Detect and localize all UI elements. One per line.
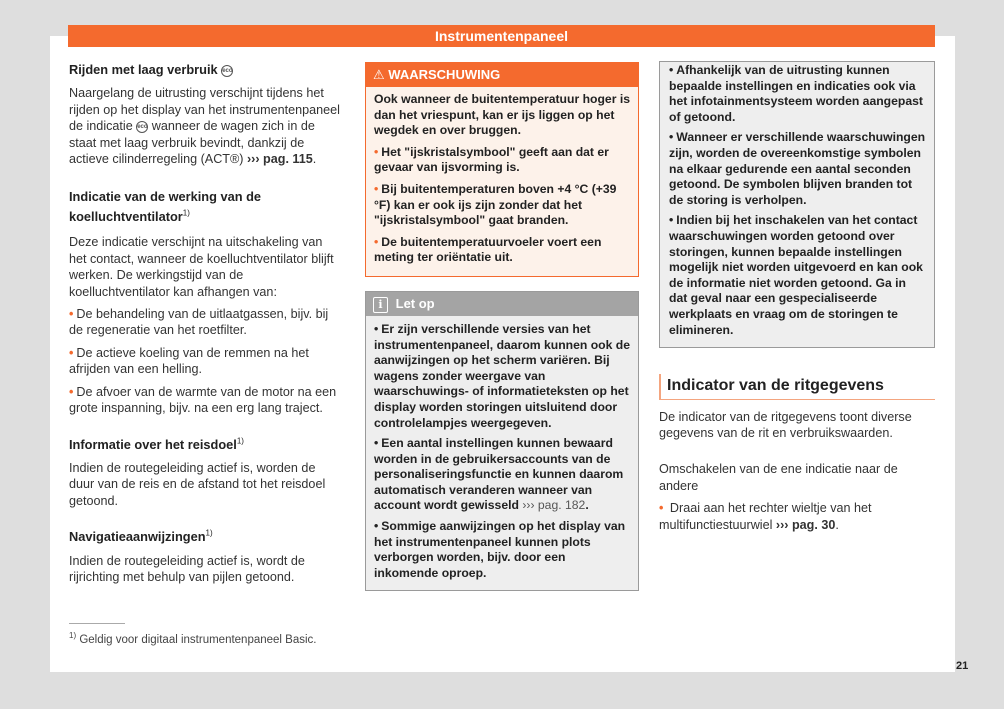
note-box-continued (659, 61, 935, 348)
list-item: • Indien bij het inschakelen van het contact waarschuwingen worden getoond over storingen, kunnen bepaalde instellingen mogelijk niet worden uitgevoerd en kan ook de informatie niet worden getoond. Ga in dat geval naar een gespecialiseerde werkplaats en vraag om de storingen te elimineren. (669, 213, 923, 337)
list-item: • Bij buitentemperaturen boven +4 °C (+39 °F) kan er ook ijs zijn zonder dat het "ijskristalsymbool" gaat branden. (374, 181, 617, 228)
list-item: • Er zijn verschillende versies van het instrumentenpaneel, daarom kunnen ook de aanwijzingen op het scherm variëren. Bij wagens zonder weergave van waarschuwings- of informatieteksten op het display worden storingen uitsluitend door controlelampjes weergegeven. (374, 321, 630, 430)
note-box (365, 291, 639, 592)
bullet-icon: • (374, 519, 379, 534)
list-item: • Een aantal instellingen kunnen bewaard worden in de gebruikersaccounts van de personaliseringsfunctie en kunnen daarom automatisch veranderen wanneer van account wordt gewisseld ››› pag. 182. (374, 436, 624, 513)
section-heading-trip-data: Indicator van de ritgegevens (659, 374, 935, 399)
bullet-icon: • (374, 321, 379, 336)
page-number: 21 (956, 660, 969, 672)
note-header: i Let op (366, 292, 638, 316)
list-item: • Draai aan het rechter wieltje van het multifunctiestuurwiel ››› pag. 30. (659, 501, 872, 532)
paragraph-destination-info: Indien de routegeleiding actief is, worden de duur van de reis en de afstand tot het reisdoel getoond. (69, 460, 326, 508)
column-middle (365, 62, 639, 591)
bullet-icon: • (669, 63, 674, 77)
eco-icon: eco (221, 65, 233, 77)
bullet-icon: • (659, 501, 664, 516)
paragraph-low-consumption: Naargelang de uitrusting verschijnt tijdens het rijden op het display van het instrumentenpaneel de indicatie eco wanneer de wagen zich in de staat met laag verbruik bevindt, dankzij de actieve cilinderregeling (ACT®) ››› pag. 115. (69, 86, 340, 167)
page-ref-link[interactable]: ››› pag. 30 (775, 517, 836, 532)
info-icon: i (373, 297, 388, 313)
bullet-icon: • (69, 345, 74, 360)
list-item: • De actieve koeling van de remmen na het afrijden van een helling. (69, 345, 309, 377)
footnote: $^{1)}$ Geldig voor digitaal instrumentenpaneel Basic. (69, 631, 317, 646)
subheading-switch-indication: Omschakelen van de ene indicatie naar de andere (659, 462, 898, 493)
list-item: • Afhankelijk van de uitrusting kunnen bepaalde instellingen en indicaties ook via het infotainmentsysteem worden aangepast of getoond. (669, 63, 923, 124)
section-title-destination-info: Informatie over het reisdoel$^{1)}$ (69, 436, 244, 452)
column-left (69, 62, 343, 591)
footnote-ref[interactable]: 1) (182, 209, 190, 219)
footnote-ref[interactable]: 1) (236, 436, 244, 446)
page-ref-link[interactable]: ››› pag. 115 (246, 152, 313, 167)
warning-triangle-icon: ⚠ (373, 67, 385, 82)
list-item: • Wanneer er verschillende waarschuwingen zijn, worden de overeenkomstige symbolen na elkaar gedurende een aantal seconden getoond. De symbolen blijven branden tot de storing is verholpen. (669, 130, 926, 207)
footnote-ref[interactable]: 1) (205, 528, 213, 538)
bullet-icon: • (374, 436, 379, 451)
eco-icon: eco (136, 121, 148, 133)
paragraph-trip-data: De indicator van de ritgegevens toont diverse gegevens van de rit en verbruikswaarden. (659, 409, 912, 440)
list-item: • Het "ijskristalsymbool" geeft aan dat er gevaar van ijsvorming is. (374, 144, 609, 175)
footnote-divider (69, 623, 125, 624)
section-title-navigation: Navigatieaanwijzingen$^{1)}$ (69, 528, 213, 545)
warning-box (365, 62, 639, 277)
chapter-header: Instrumentenpaneel (68, 25, 935, 47)
list-item: • De afvoer van de warmte van de motor na een grote inspanning, bijv. na een erg lang traject. (69, 384, 337, 416)
bullet-icon: • (374, 144, 379, 159)
paragraph-navigation: Indien de routegeleiding actief is, wordt de rijrichting met behulp van pijlen getoond. (69, 553, 305, 584)
column-right (659, 62, 935, 539)
list-item: • De behandeling van de uitlaatgassen, bijv. bij de regeneratie van het roetfilter. (69, 307, 329, 338)
bullet-icon: • (69, 307, 74, 322)
warning-header: ⚠ WAARSCHUWING (366, 63, 638, 87)
warning-body: Ook wanneer de buitentemperatuur hoger is dan het vriespunt, kan er ijs liggen op het wegdek en over bruggen. • Het "ijskristalsymbool" geeft aan dat er gevaar van ijsvorming is. • Bij buitentemperaturen boven +4 °C (+39 °F) kan er ook ijs zijn zonder dat het "ijskristalsymbool" gaat branden. • De buitentemperatuurvoeler voert een meting ter oriëntatie uit. (374, 92, 630, 265)
paragraph-cooling-fan: Deze indicatie verschijnt na uitschakeling van het contact, wanneer de koelluchtventilator blijft werken. De werkingstijd van de koelluchtventilator kan afhangen van: (69, 235, 334, 299)
section-title-low-consumption: Rijden met laag verbruik eco (69, 62, 233, 77)
section-title-cooling-fan: Indicatie van de werking van de koelluchtventilator$^{1)}$ (69, 189, 262, 225)
bullet-icon: • (374, 181, 379, 196)
bullet-icon: • (669, 213, 674, 228)
bullet-icon: • (69, 384, 74, 399)
bullet-icon: • (374, 234, 379, 249)
note-body (366, 316, 638, 591)
list-item: • De buitentemperatuurvoeler voert een meting ter oriëntatie uit. (374, 234, 602, 265)
list-item: • Sommige aanwijzingen op het display van het instrumentenpaneel kunnen plots verborgen worden, bijv. door een inkomende oproep. (374, 519, 626, 580)
bullet-icon: • (669, 130, 674, 145)
page-ref-link[interactable]: ››› pag. 182 (522, 498, 586, 513)
